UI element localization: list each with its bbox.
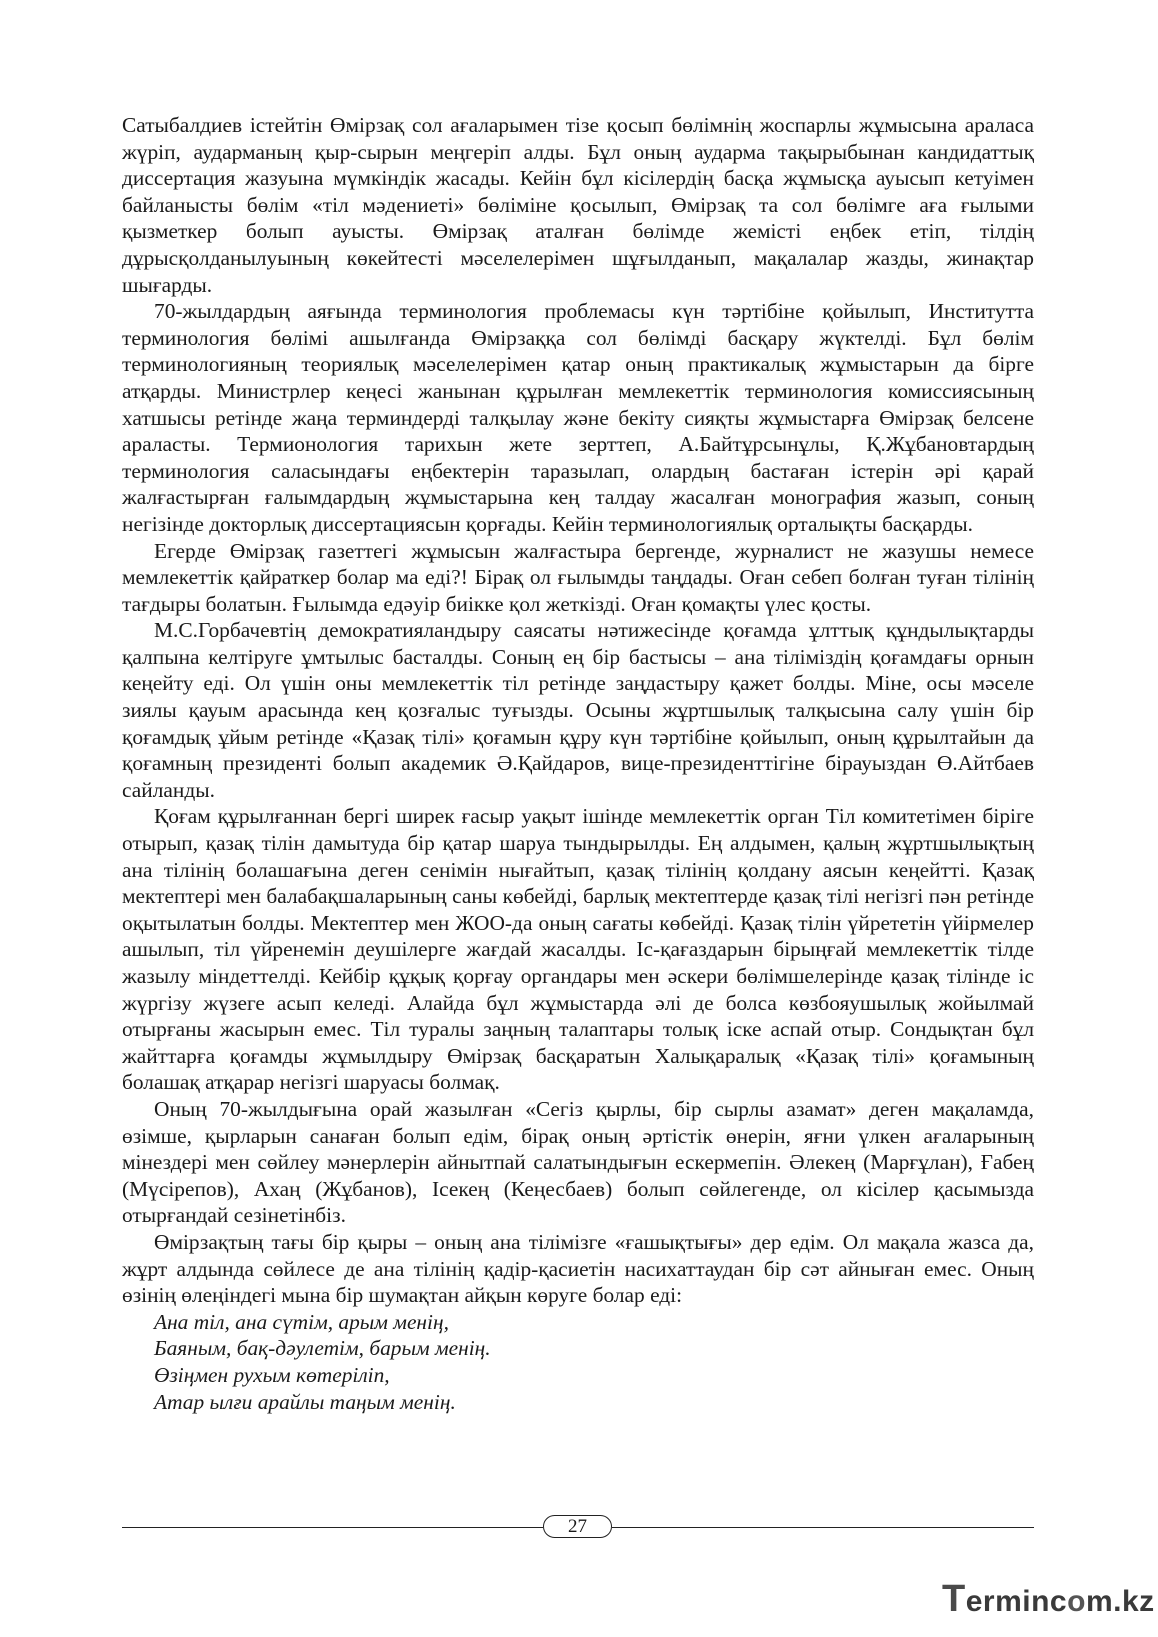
poem-line: Ана тіл, ана сүтім, арым менің,: [154, 1309, 449, 1334]
watermark-letter-t: T: [942, 1578, 966, 1620]
paragraph: 70-жылдардың аяғында терминология проблемасы күн тәртібіне қойылып, Институтта терминология бөлімі ашылғанда Өмірзаққа сол бөлімді басқару жүктелді. Бұл бөлім терминологияның теориялық мәселелерімен қатар оның практикалық жұмыстарын да бірге атқарды. Министрлер кеңесі жанынан құрылған мемлекеттік терминология комиссиясының хатшысы ретінде жаңа терминдерді талқылау және бекіту сияқты жұмыстарға Өмірзақ белсене араласты. Термионология тарихын жете зерттеп, А.Байтұрсынұлы, Қ.Жұбановтардың терминология саласындағы еңбектерін таразылап, олардың бастаған істерін әрі қарай жалғастырған ғалымдардың жұмыстарына кең талдау жасалған монография жазып, соның негізінде докторлық диссертациясын қорғады. Кейін терминологиялық орталықты басқарды.: [122, 299, 1034, 536]
footer-divider-left: [122, 1527, 543, 1528]
paragraph: Сатыбалдиев істейтін Өмірзақ сол ағаларымен тізе қосып бөлімнің жоспарлы жұмысына араласа жүріп, аударманың қыр-сырын меңгеріп алды. Бұл оның аударма тақырыбынан кандидаттық диссертация жазуына мүмкіндік жасады. Кейін бұл кісілердің басқа жұмысқа ауысып кетуімен байланысты бөлім «тіл мәдениеті» бөліміне қосылып, Өмірзақ та сол бөлімге аға ғылыми қызметкер болып ауысты. Өмірзақ аталған бөлімде жемісті еңбек етіп, тілдің дұрысқолданылуының көкейтесті мәселелерімен шұғылданып, мақалалар жазды, жинақтар шығарды.: [122, 113, 1034, 297]
page-footer: [122, 1515, 1034, 1541]
poem-line: Атар ылғи арайлы таңым менің.: [154, 1389, 456, 1414]
footer-divider-right: [612, 1527, 1034, 1528]
paragraph: Егерде Өмірзақ газеттегі жұмысын жалғастыра бергенде, журналист не жазушы немесе мемлекеттік қайраткер болар ма еді?! Бірақ ол ғылымды таңдады. Оған себеп болған туған тілінің тағдыры болатын. Ғылымда едәуір биікке қол жеткізді. Оған қомақты үлес қосты.: [122, 538, 1034, 616]
poem-stanza: [154, 1309, 1034, 1415]
paragraph: Өмірзақтың тағы бір қыры – оның ана тілімізге «ғашықтығы» дер едім. Ол мақала жазса да, жұрт алдында сөйлесе де ана тілінің қадір-қасиетін насихаттаудан бір сәт айныған емес. Оның өзінің өлеңіндегі мына бір шумақтан айқын көруге болар еді:: [122, 1229, 1034, 1308]
poem-line: Өзіңмен рухым көтеріліп,: [154, 1362, 390, 1387]
termincom-watermark-logo: [942, 1579, 1155, 1619]
watermark-text: erminc: [965, 1585, 1068, 1618]
page-number: 27: [543, 1515, 612, 1538]
document-body: [122, 112, 1034, 1415]
watermark-globe-icon: o: [1067, 1585, 1086, 1618]
paragraph: М.С.Горбачевтің демократияландыру саясаты нәтижесінде қоғамда ұлттық құндылықтарды қалпына келтіруге ұмтылыс басталды. Соның ең бір бастысы – ана тіліміздің қоғамдағы орнын кеңейту еді. Ол үшін оны мемлекеттік тіл ретінде заңдастыру қажет болды. Міне, осы мәселе зиялы қауым арасында кең қозғалыс туғызды. Осыны жұртшылық талқысына салу үшін бір қоғамдық ұйым ретінде «Қазақ тілі» қоғамын құру күн тәртібіне қойылып, оның құрылтайын да қоғамның президенті болып академик Ә.Қайдаров, вице-президенттігіне бірауыздан Ө.Айтбаев сайланды.: [122, 618, 1034, 802]
paragraph: Оның 70-жылдығына орай жазылған «Сегіз қырлы, бір сырлы азамат» деген мақаламда, өзімше, қырларын санаған болып едім, бірақ оның әртістік өнерін, яғни үлкен ағаларының мінездері мен сөйлеу мәнерлерін айнытпай салатындығын ескермепін. Әлекең (Марғұлан), Ғабең (Мүсірепов), Ахаң (Жұбанов), Ісекең (Кеңесбаев) болып сөйлегенде, ол кісілер қасымызда отырғандай сезінетінбіз.: [122, 1096, 1034, 1228]
paragraph: Қоғам құрылғаннан бергі ширек ғасыр уақыт ішінде мемлекеттік орган Тіл комитетімен біріге отырып, қазақ тілін дамытуда бір қатар шаруа тындырылды. Ең алдымен, қалың жұртшылықтың ана тілінің болашағына деген сенімін нығайтып, қазақ тілінің қолдану аясын кеңейтті. Қазақ мектептері мен балабақшаларының саны көбейді, барлық мектептерде қазақ тілі негізгі пән ретінде оқытылатын болды. Мектептер мен ЖОО-да оның сағаты көбейді. Қазақ тілін үйрететін үйірмелер ашылып, тіл үйренемін деушілерге жағдай жасалды. Іс-қағаздарын бірыңғай мемлекеттік тілде жазылу міндеттелді. Кейбір құқық қорғау органдары мен әскери бөлімшелерінде қазақ тілінде іс жүргізу жүзеге асып келеді. Алайда бұл жұмыстарда әлі де болса көзбояушылық жойылмай отырғаны жасырын емес. Тіл туралы заңның талаптары толық іске аспай отыр. Сондықтан бұл жайттарға қоғамды жұмылдыру Өмірзақ басқаратын Халықаралық «Қазақ тілі» қоғамының болашақ атқарар негізгі шаруасы болмақ.: [122, 804, 1034, 1095]
poem-line: Баяным, бақ-дәулетім, барым менің.: [154, 1336, 491, 1361]
watermark-domain: m.kz: [1085, 1585, 1155, 1618]
